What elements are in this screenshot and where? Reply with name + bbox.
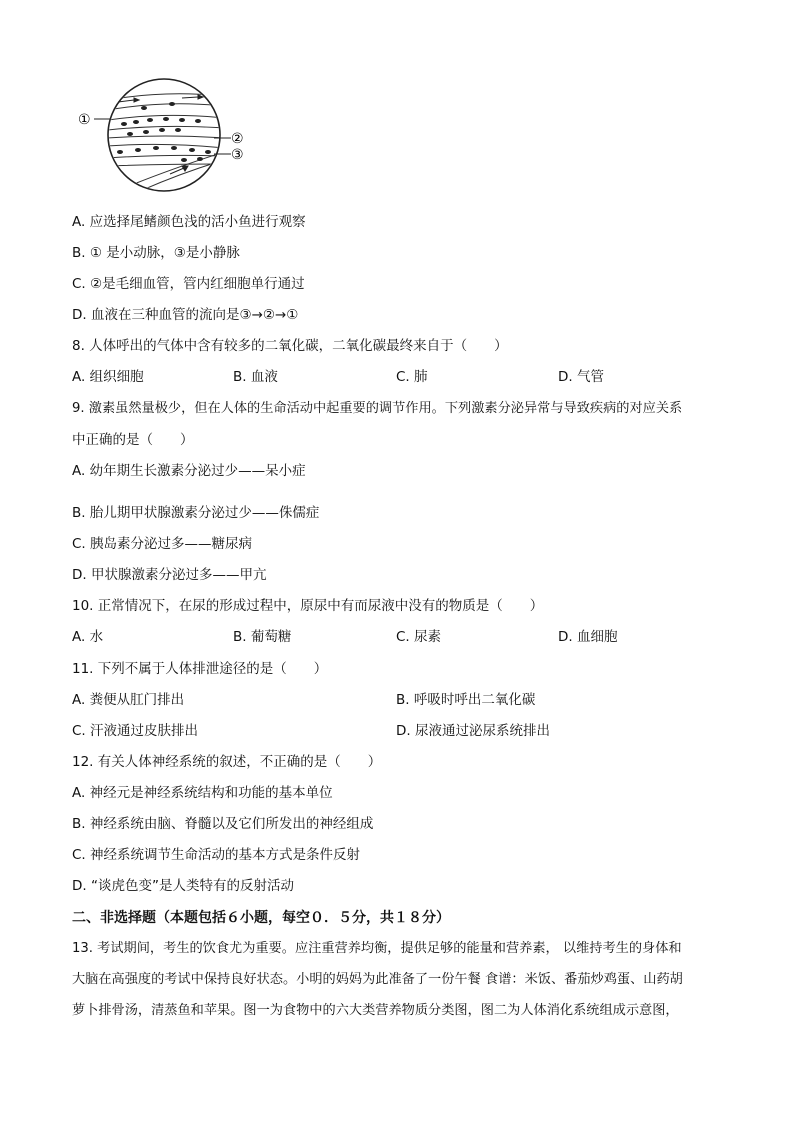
q10-option-a: A. 水 <box>72 629 104 645</box>
q9-option-b: B. 胎儿期甲状腺激素分泌过少——侏儒症 <box>72 505 320 521</box>
blood-vessel-diagram <box>74 72 250 198</box>
q11-stem: 11. 下列不属于人体排泄途径的是（ ） <box>72 661 328 677</box>
q10-option-c: C. 尿素 <box>396 629 442 645</box>
q12-option-a: A. 神经元是神经系统结构和功能的基本单位 <box>72 785 333 801</box>
q12-option-c: C. 神经系统调节生命活动的基本方式是条件反射 <box>72 847 361 863</box>
section-2-heading: 二、非选择题（本题包括６小题，每空０．５分，共１８分） <box>72 910 450 926</box>
q10-stem: 10. 正常情况下，在尿的形成过程中，原尿中有而尿液中没有的物质是（ ） <box>72 598 544 614</box>
q8-option-a: A. 组织细胞 <box>72 369 144 385</box>
q8-option-d: D. 气管 <box>558 369 604 385</box>
q9-stem-line1: 9. 激素虽然量极少，但在人体的生命活动中起重要的调节作用。下列激素分泌异常与导致疾病的对应关系 <box>72 401 683 416</box>
q13-line2: 大脑在高强度的考试中保持良好状态。小明的妈妈为此准备了一份午餐 食谱：米饭、番茄炒鸡蛋、山药胡 <box>72 972 683 987</box>
q10-option-b: B. 葡萄糖 <box>233 629 292 645</box>
q11-option-b: B. 呼吸时呼出二氧化碳 <box>396 692 536 708</box>
q13-line1: 13. 考试期间，考生的饮食尤为重要。应注重营养均衡，提供足够的能量和营养素， 以维持考生的身体和 <box>72 941 682 956</box>
q11-option-d: D. 尿液通过泌尿系统排出 <box>396 723 550 739</box>
q7-option-b: B. ① 是小动脉，③是小静脉 <box>72 245 240 261</box>
q8-option-c: C. 肺 <box>396 369 428 385</box>
label-2: ② <box>231 131 244 147</box>
label-1: ① <box>78 112 91 128</box>
q11-option-c: C. 汗液通过皮肤排出 <box>72 723 199 739</box>
q8-option-b: B. 血液 <box>233 369 278 385</box>
q12-stem: 12. 有关人体神经系统的叙述，不正确的是（ ） <box>72 754 382 770</box>
q13-line3: 萝卜排骨汤，清蒸鱼和苹果。图一为食物中的六大类营养物质分类图，图二为人体消化系统组成示意图， <box>72 1003 679 1018</box>
q9-option-c: C. 胰岛素分泌过多——糖尿病 <box>72 536 253 552</box>
q9-option-a: A. 幼年期生长激素分泌过少——呆小症 <box>72 463 306 479</box>
q7-option-a: A. 应选择尾鳍颜色浅的活小鱼进行观察 <box>72 214 306 230</box>
q12-option-b: B. 神经系统由脑、脊髓以及它们所发出的神经组成 <box>72 816 374 832</box>
q7-option-c: C. ②是毛细血管，管内红细胞单行通过 <box>72 276 305 292</box>
label-3: ③ <box>231 147 244 163</box>
q9-option-d: D. 甲状腺激素分泌过多——甲亢 <box>72 567 267 583</box>
q9-stem-line2: 中正确的是（ ） <box>72 432 194 448</box>
q7-option-d: D. 血液在三种血管的流向是③→②→① <box>72 307 299 323</box>
q12-option-d: D. “谈虎色变”是人类特有的反射活动 <box>72 878 294 894</box>
q8-stem: 8. 人体呼出的气体中含有较多的二氧化碳，二氧化碳最终来自于（ ） <box>72 338 508 354</box>
q11-option-a: A. 粪便从肛门排出 <box>72 692 185 708</box>
q10-option-d: D. 血细胞 <box>558 629 618 645</box>
